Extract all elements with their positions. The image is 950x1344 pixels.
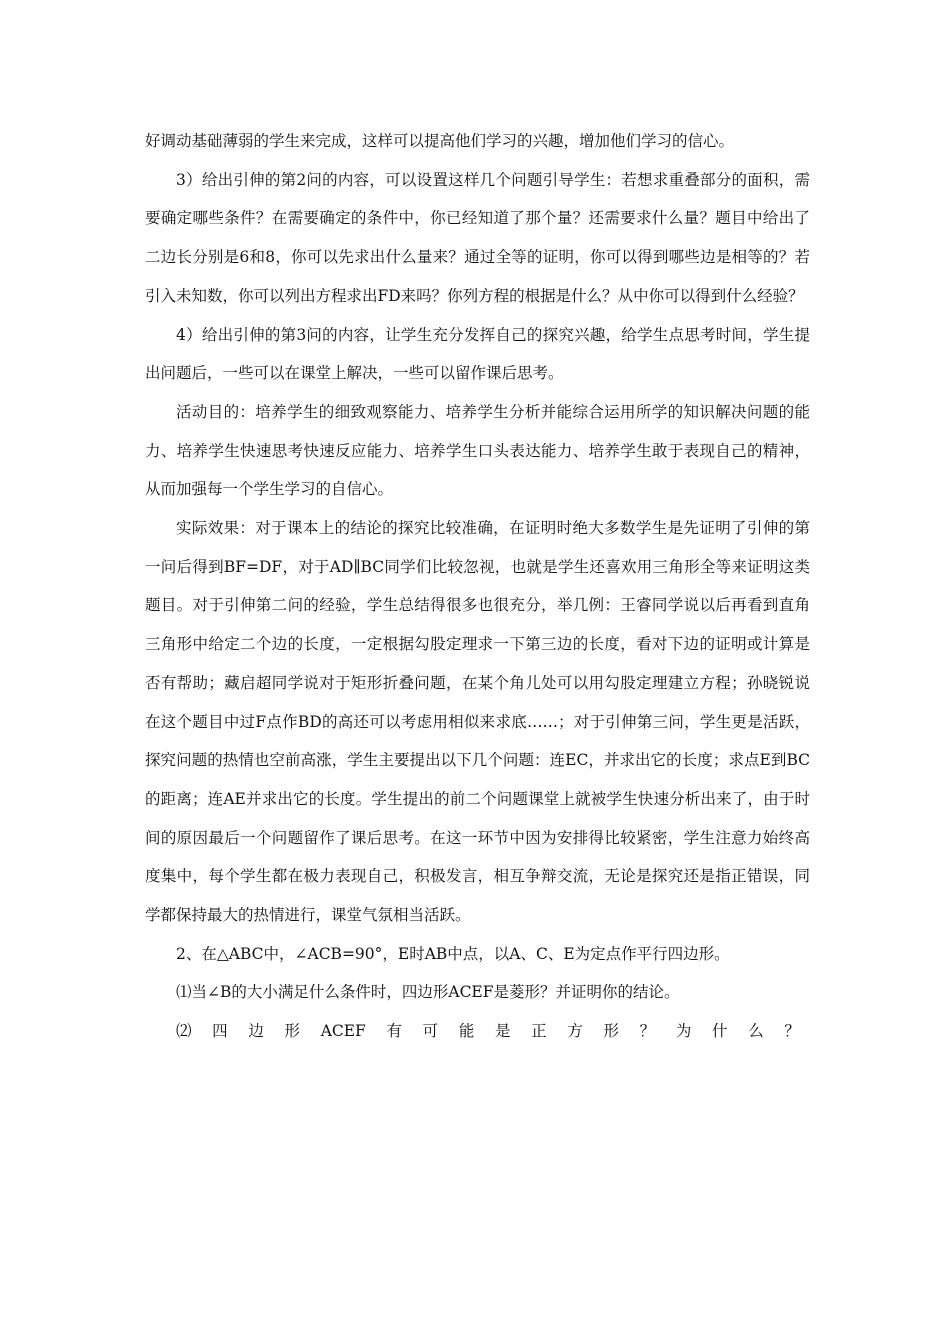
token: ？ [639,1022,656,1041]
token: 是 [494,1022,511,1041]
token: 么 [748,1022,764,1041]
question-2-part-2 [145,1012,810,1051]
paragraph-4: 活动目的：培养学生的细致观察能力、培养学生分析并能综合运用所学的知识解决问题的能力、培养学生快速思考快速反应能力、培养学生口头表达能力、培养学生敢于表现自己的精神，从而加强每一个学生学习的自信心。 [145,402,810,499]
paragraph-3: 4）给出引伸的第3问的内容，让学生充分发挥自己的探究兴趣，给学生点思考时间，学生提出问题后，一些可以在课堂上解决，一些可以留作课后思考。 [145,325,810,383]
paragraph-5: 实际效果：对于课本上的结论的探究比较准确，在证明时绝大多数学生是先证明了引伸的第一问后得到BF=DF，对于AD∥BC同学们比较忽视，也就是学生还喜欢用三角形全等来证明这类题目。对于引伸第二问的经验，学生总结得很多也很充分，举几例：王睿同学说以后再看到直角三角形中给定二个边的长度，一定根据勾股定理求一下第三边的长度，看对下边的证明或计算是否有帮助；藏启超同学说对于矩形折叠问题，在某个角儿处可以用勾股定理建立方程；孙晓锐说在这个题目中过F点作BD的高还可以考虑用相似来求底……；对于引伸第三问，学生更是活跃，探究问题的热情也空前高涨，学生主要提出以下几个问题：连EC，并求出它的长度；求点E到BC的距离；连AE并求出它的长度。学生提出的前二个问题课堂上就被学生快速分析出来了，由于时间的原因最后一个问题留作了课后思考。在这一环节中因为安排得比较紧密，学生注意力始终高度集中，每个学生都在极力表现自己，积极发言，相互争辩交流，无论是探究还是指正错误，同学都保持最大的热情进行，课堂气氛相当活跃。 [145,519,810,925]
question-2-part-1: ⑴当∠B的大小满足什么条件时，四边形ACEF是菱形？并证明你的结论。 [176,983,680,1002]
token: ？ [784,1022,800,1041]
token: ACEF [320,1022,366,1041]
token: 有 [386,1022,402,1041]
document-body [145,122,810,1051]
token: 形 [603,1022,620,1041]
token: 边 [248,1022,264,1041]
token: 可 [422,1022,439,1041]
token: 能 [458,1022,475,1041]
token: 什 [712,1022,728,1041]
question-2: 2、在△ABC中，∠ACB=90°，E时AB中点，以A、C、E为定点作平行四边形。 [176,944,730,963]
token: 四 [212,1022,228,1041]
token: ⑵ [176,1022,192,1041]
token: 形 [284,1022,301,1041]
paragraph-1: 好调动基础薄弱的学生来完成，这样可以提高他们学习的兴趣，增加他们学习的信心。 [145,132,735,150]
token: 为 [675,1022,692,1041]
token: 方 [567,1022,583,1041]
token: 正 [531,1022,547,1041]
paragraph-2: 3）给出引伸的第2问的内容，可以设置这样几个问题引导学生：若想求重叠部分的面积，需要确定哪些条件？在需要确定的条件中，你已经知道了那个量？还需要求什么量？题目中给出了二边长分别是6和8，你可以先求出什么量来？通过全等的证明，你可以得到哪些边是相等的？若引入未知数，你可以列出方程求出FD来吗？你列方程的根据是什么？从中你可以得到什么经验？ [145,170,810,305]
